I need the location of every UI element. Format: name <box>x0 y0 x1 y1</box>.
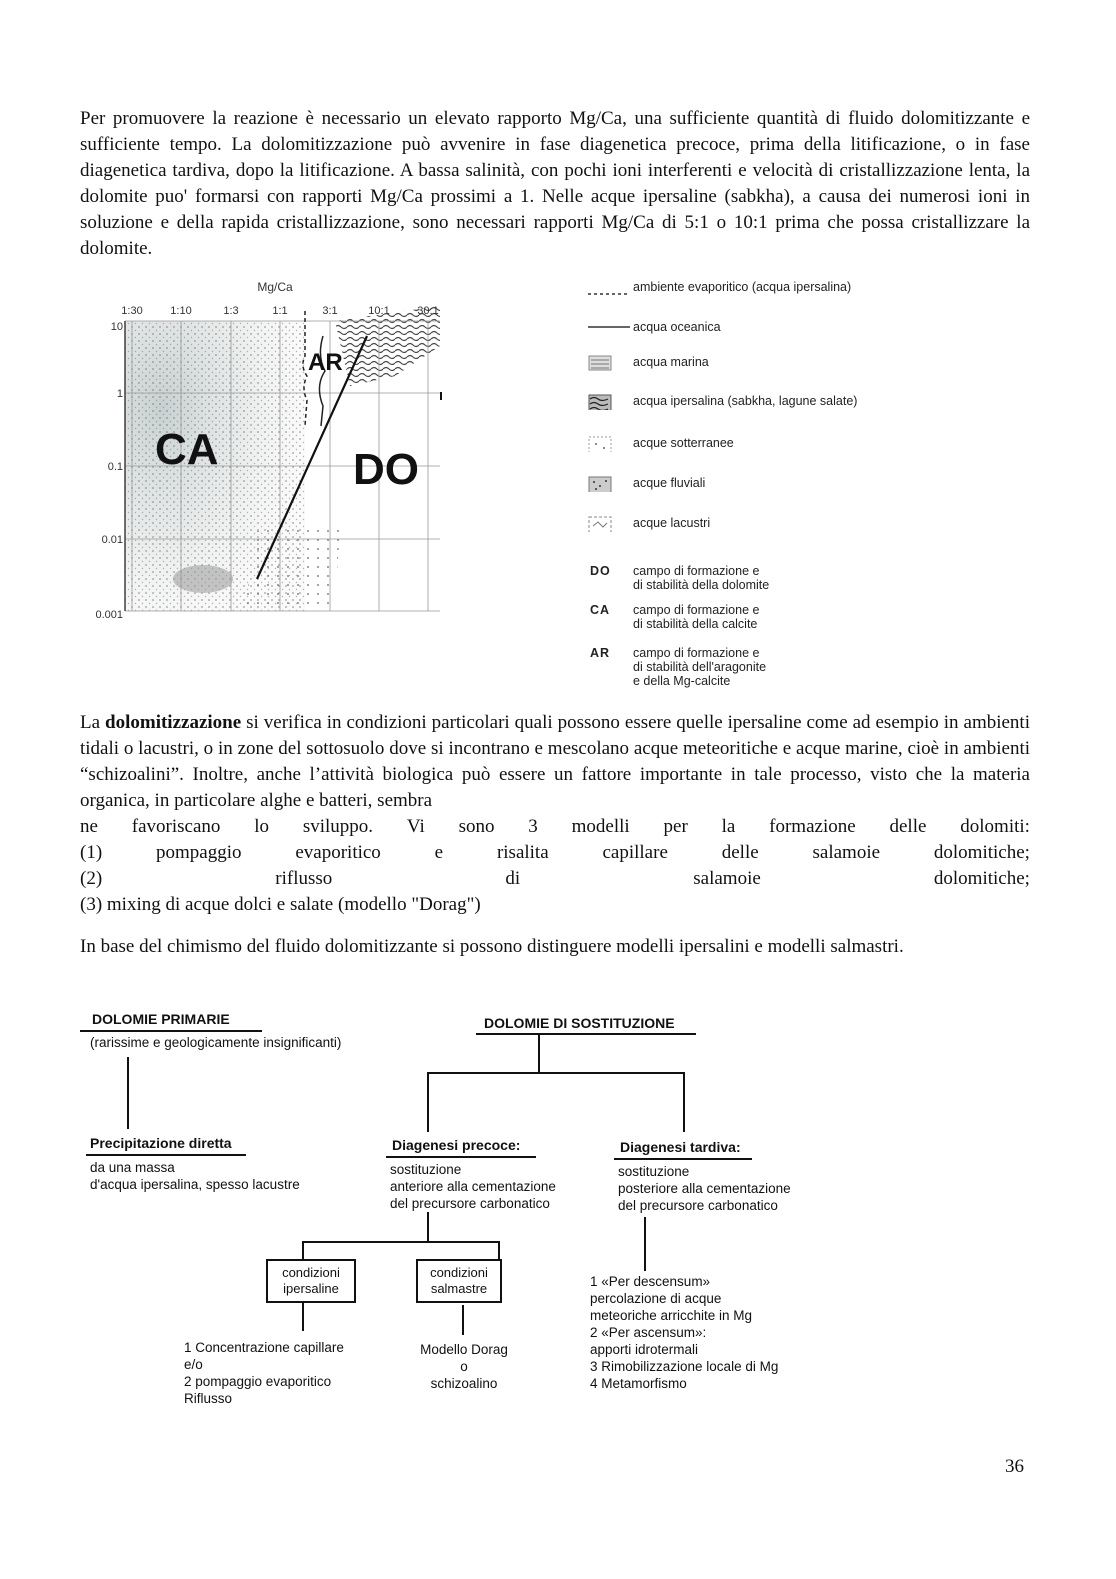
sostituzione-underline <box>476 1033 696 1035</box>
solid-line-symbol <box>588 320 630 336</box>
word: dolomitiche; <box>933 868 1030 889</box>
lacustrine-pattern-symbol <box>588 516 614 532</box>
precoce-title: Diagenesi precoce: <box>392 1137 521 1153</box>
connector <box>538 1035 540 1073</box>
box-salmastre: condizioni salmastre <box>416 1259 502 1303</box>
word: delle <box>889 816 927 837</box>
fluvial-pattern-symbol <box>588 476 614 492</box>
word: delle <box>721 842 759 863</box>
word: di <box>505 868 521 889</box>
word: formazione <box>769 816 856 837</box>
connector <box>462 1305 464 1335</box>
precip-underline <box>86 1154 246 1156</box>
x-tick: 1:3 <box>223 305 239 317</box>
word: dolomiti: <box>960 816 1030 837</box>
word: lo <box>254 816 270 837</box>
word: (1) <box>80 842 103 863</box>
y-tick: 0.001 <box>95 609 123 621</box>
connector <box>427 1072 685 1074</box>
word: favoriscano <box>131 816 221 837</box>
dolomite-classification-tree <box>80 1005 840 1415</box>
word: (2) <box>80 868 103 889</box>
y-tick: 10 <box>110 321 123 333</box>
hypersaline-pattern-symbol <box>588 394 614 410</box>
connector <box>302 1241 500 1243</box>
legend-label: acqua marina <box>633 355 709 369</box>
chart-title: Mg/Ca <box>257 280 293 294</box>
legend-label: acque lacustri <box>633 516 711 530</box>
word: ne <box>80 816 98 837</box>
field-ar: AR <box>308 349 343 376</box>
ipersaline-list: 1 Concentrazione capillare e/o 2 pompaggio evaporitico Riflusso <box>184 1340 344 1406</box>
primarie-underline <box>80 1030 262 1032</box>
legend-code: CA <box>590 603 611 617</box>
word: sono <box>458 816 495 837</box>
groundwater-pattern-symbol <box>588 436 614 452</box>
river-area <box>173 565 233 593</box>
tardiva-text: sostituzione posteriore alla cementazione del precursore carbonatico <box>618 1164 791 1213</box>
word: sviluppo. <box>302 816 374 837</box>
y-tick: 1 <box>116 388 123 400</box>
word: e <box>434 842 444 863</box>
word: capillare <box>602 842 668 863</box>
x-tick: 1:10 <box>170 305 192 317</box>
text-run: si verifica in condizioni particolari quali possono essere quelle ipersaline come ad esempio in ambienti tidali o lacustri, o in zone del sottosuolo dove si incontrano e mescolano acque meteoritiche e acque marine, cioè in ambienti “schizoalini”. Inoltre, anche l’attività biologica può essere un fattore importante in tale processo, visto che la materia organica, in particolare alghe e batteri, sembra <box>80 712 1030 811</box>
precoce-underline <box>386 1156 536 1158</box>
legend-label: campo di formazione e di stabilità della calcite <box>633 603 760 631</box>
paragraph-dolomitization <box>80 710 1030 918</box>
word: pompaggio <box>156 842 242 863</box>
legend-code: DO <box>590 564 611 578</box>
legend-label: acqua oceanica <box>633 320 721 334</box>
word: la <box>721 816 736 837</box>
word: risalita <box>496 842 549 863</box>
tardiva-title: Diagenesi tardiva: <box>620 1139 741 1155</box>
salmastre-list: Modello Dorag o schizoalino <box>420 1342 508 1391</box>
primarie-title: DOLOMIE PRIMARIE <box>92 1011 230 1027</box>
field-do: DO <box>353 445 419 494</box>
connector <box>302 1241 304 1259</box>
mg-ca-stability-diagram <box>95 276 455 636</box>
x-tick: 1:30 <box>121 305 143 317</box>
word: Vi <box>406 816 425 837</box>
legend-code: AR <box>590 646 611 660</box>
word: dolomitiche; <box>933 842 1030 863</box>
paragraph-body <box>80 710 1030 814</box>
paragraph-models <box>80 934 1030 960</box>
justified-line-a <box>80 814 1030 840</box>
field-ca: CA <box>155 425 219 474</box>
marine-pattern-symbol <box>588 355 614 371</box>
precip-text: da una massa d'acqua ipersalina, spesso lacustre <box>90 1160 300 1192</box>
tardiva-list: 1 «Per descensum» percolazione di acque meteoriche arricchite in Mg 2 «Per ascensum»: apporti idrotermali 3 Rimobilizzazione locale di Mg 4 Metamorfismo <box>590 1274 779 1391</box>
tardiva-underline <box>614 1158 752 1160</box>
y-tick: 0.1 <box>107 461 123 473</box>
legend-label: campo di formazione e di stabilità della dolomite <box>633 564 770 592</box>
paragraph-intro <box>80 106 1030 262</box>
x-tick: 10:1 <box>368 305 390 317</box>
word: salamoie <box>693 868 761 889</box>
legend-label: acque sotterranee <box>633 436 734 450</box>
connector <box>427 1212 429 1242</box>
word: riflusso <box>275 868 333 889</box>
connector <box>498 1241 500 1259</box>
word: salamoie <box>812 842 881 863</box>
bold-term: dolomitizzazione <box>105 712 242 733</box>
model-line-3: (3) mixing di acque dolci e salate (modello "Dorag") <box>80 894 481 915</box>
text-run: La <box>80 712 106 733</box>
legend-label: acque fluviali <box>633 476 706 490</box>
page-number: 36 <box>1005 1456 1024 1477</box>
paragraph-models-text: In base del chimismo del fluido dolomitizzante si possono distinguere modelli ipersalini e modelli salmastri. <box>80 936 904 957</box>
legend-label: ambiente evaporitico (acqua ipersalina) <box>633 280 852 294</box>
x-tick: 1:1 <box>272 305 288 317</box>
word: modelli <box>571 816 630 837</box>
justified-line-c <box>80 866 1030 892</box>
paragraph-intro-text: Per promuovere la reazione è necessario un elevato rapporto Mg/Ca, una sufficiente quantità di fluido dolomitizzante e sufficiente tempo. La dolomitizzazione può avvenire in fase diagenetica precoce, prima della litificazione, o in fase diagenetica tardiva, dopo la litificazione. A bassa salinità, con pochi ioni interferenti e velocità di cristallizzazione lenta, la dolomite puo' formarsi con rapporti Mg/Ca prossimi a 1. Nelle acque ipersaline (sabkha), a causa dei numerosi ioni in soluzione e della rapida cristallizzazione, sono necessari rapporti Mg/Ca di 5:1 o 10:1 prima che possa cristallizzare la dolomite. <box>80 108 1030 259</box>
connector <box>427 1072 429 1132</box>
connector <box>683 1072 685 1132</box>
precoce-text: sostituzione anteriore alla cementazione del precursore carbonatico <box>390 1162 556 1211</box>
legend-label: campo di formazione e di stabilità dell'aragonite e della Mg-calcite <box>633 646 767 688</box>
sostituzione-title: DOLOMIE DI SOSTITUZIONE <box>484 1015 675 1031</box>
word: 3 <box>528 816 538 837</box>
primarie-subtitle: (rarissime e geologicamente insignificanti) <box>90 1035 342 1050</box>
connector <box>127 1057 129 1129</box>
connector <box>302 1301 304 1331</box>
word: evaporitico <box>295 842 381 863</box>
word: per <box>663 816 688 837</box>
x-tick: 3:1 <box>322 305 338 317</box>
dashed-line-symbol <box>588 284 630 300</box>
connector <box>644 1217 646 1271</box>
box-ipersaline: condizioni ipersaline <box>266 1259 356 1303</box>
justified-line-b <box>80 840 1030 866</box>
y-tick: 0.01 <box>101 534 123 546</box>
legend-label: acqua ipersalina (sabkha, lagune salate) <box>633 394 858 408</box>
precip-title: Precipitazione diretta <box>90 1135 232 1151</box>
